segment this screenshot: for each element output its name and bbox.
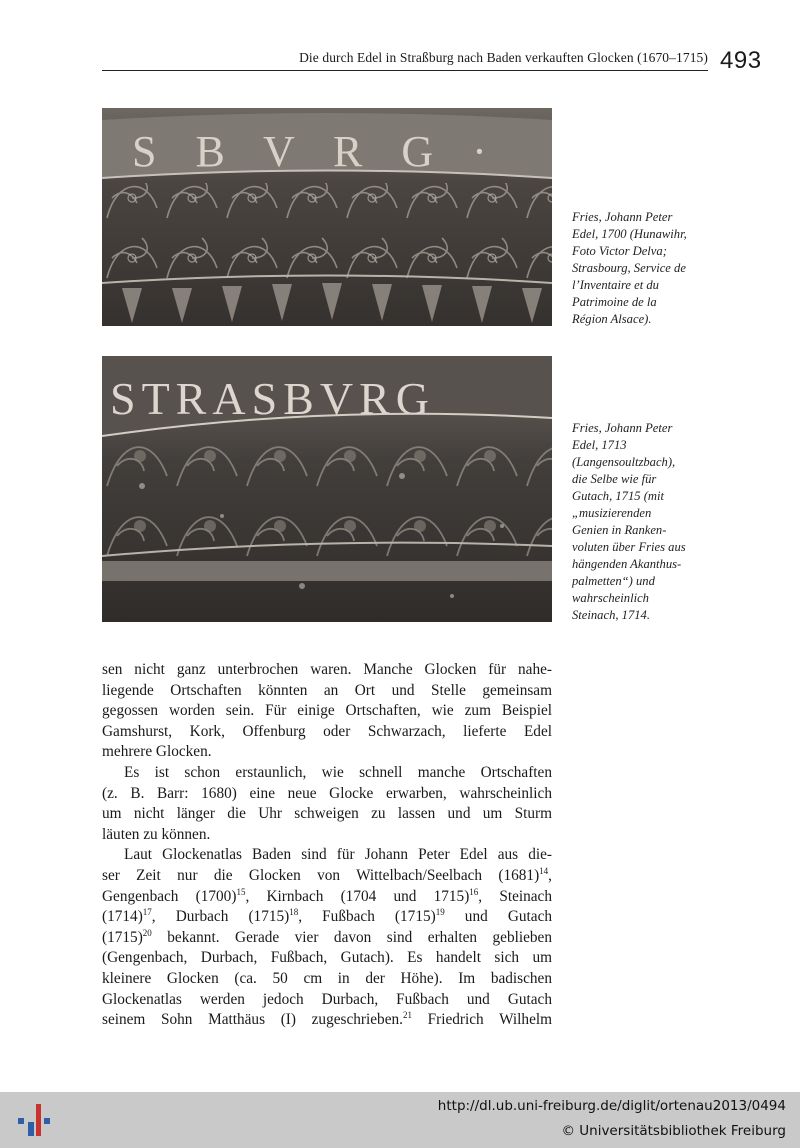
logo-block	[18, 1118, 24, 1124]
text-run: und Gutach	[444, 908, 553, 926]
copyright-notice: © Universitätsbibliothek Freiburg	[561, 1123, 786, 1139]
footnote-ref[interactable]: 19	[435, 907, 445, 918]
text-line: kleinere Glocken (ca. 50 cm in der Höhe). Im badischen	[102, 969, 552, 987]
caption-line: Région Alsace).	[572, 312, 652, 326]
footnote-ref[interactable]: 18	[289, 907, 299, 918]
library-logo-icon	[14, 1100, 54, 1140]
caption-line: Patrimoine de la	[572, 295, 657, 309]
paragraph	[102, 763, 552, 845]
caption-line: wahrscheinlich	[572, 591, 649, 605]
text-run: Gengenbach (1700)	[102, 887, 237, 905]
caption-line: Fries, Johann Peter	[572, 421, 673, 435]
text-line: sen nicht ganz unterbrochen waren. Manche Glocken für nahe-	[102, 661, 552, 678]
caption-line: voluten über Fries aus	[572, 540, 686, 554]
text-line: liegende Ortschaften könnten an Ort und Stelle gemeinsam	[102, 681, 552, 699]
running-title: Die durch Edel in Straßburg nach Baden verkauften Glocken (1670–1715)	[299, 50, 708, 65]
text-run: seinem Sohn Matthäus (I) zugeschrieben.	[102, 1011, 403, 1029]
caption-line: Foto Victor Delva;	[572, 244, 667, 258]
text-run: , Fußbach (1715)	[298, 908, 436, 926]
text-run: ser Zeit nur die Glocken von Wittelbach/Seelbach (1681)	[102, 866, 540, 884]
text-line: läuten zu können.	[102, 825, 211, 843]
caption-line: palmetten“) und	[572, 574, 655, 588]
caption-line: l’Inventaire et du	[572, 278, 659, 292]
caption-line: Edel, 1713	[572, 438, 627, 452]
text-line: Es ist schon erstaunlich, wie schnell manche Ortschaften	[124, 763, 552, 781]
text-line: mehrere Glocken.	[102, 743, 212, 761]
source-url-link[interactable]: http://dl.ub.uni-freiburg.de/diglit/ortenau2013/0494	[437, 1098, 786, 1114]
bell-inscription: S B V R G ·	[132, 127, 501, 176]
caption-line: Steinach, 1714.	[572, 608, 650, 622]
caption-line: Strasbourg, Service de	[572, 261, 686, 275]
text-line	[102, 866, 552, 887]
footnote-ref[interactable]: 20	[142, 927, 152, 938]
bell-inscription: STRASBVRG	[110, 373, 435, 424]
page-number: 493	[720, 47, 762, 74]
text-line: um nicht länger die Uhr schweigen zu lassen und um Sturm	[102, 805, 552, 823]
caption-line: (Langensoultzbach),	[572, 455, 676, 469]
text-line	[102, 907, 552, 928]
text-run: bekannt. Gerade vier davon sind erhalten geblieben	[151, 928, 552, 946]
text-run: , Steinach	[478, 887, 552, 905]
bell-frieze-photo-1700	[102, 108, 552, 326]
text-run: , Kirnbach (1704 und 1715)	[245, 887, 470, 905]
footnote-ref[interactable]: 17	[142, 907, 152, 918]
figure-caption-2	[572, 420, 722, 624]
text-line	[102, 1010, 552, 1031]
logo-block	[36, 1104, 41, 1136]
figure-caption-1	[572, 209, 722, 328]
caption-line: Genien in Ranken-	[572, 523, 667, 537]
text-run: , Durbach (1715)	[151, 908, 290, 926]
paragraph	[102, 660, 552, 763]
header-rule	[102, 70, 708, 71]
text-run: (1715)	[102, 928, 143, 946]
footnote-ref[interactable]: 15	[236, 886, 246, 897]
body-text	[102, 660, 552, 1031]
text-line: (Gengenbach, Durbach, Fußbach, Gutach). Es handelt sich um	[102, 949, 552, 967]
text-line	[102, 928, 552, 949]
caption-line: „musizierenden	[572, 506, 652, 520]
text-line: Glockenatlas werden jedoch Durbach, Fußbach und Gutach	[102, 990, 552, 1008]
bell-frieze-photo-1713	[102, 356, 552, 622]
text-line: Gamshurst, Kork, Offenburg oder Schwarzach, lieferte Edel	[102, 722, 552, 740]
footnote-ref[interactable]: 16	[469, 886, 479, 897]
caption-line: hängenden Akanthus-	[572, 557, 682, 571]
text-line: (z. B. Barr: 1680) eine neue Glocke erwarben, wahrscheinlich	[102, 784, 552, 802]
logo-block	[28, 1122, 34, 1136]
caption-line: Fries, Johann Peter	[572, 210, 673, 224]
text-run: ,	[548, 866, 552, 884]
footer-bar	[0, 1092, 800, 1148]
footnote-ref[interactable]: 21	[402, 1010, 412, 1020]
text-run: (1714)	[102, 908, 143, 926]
caption-line: Gutach, 1715 (mit	[572, 489, 664, 503]
paragraph	[102, 845, 552, 1030]
footnote-ref[interactable]: 14	[539, 865, 549, 876]
text-line: gegossen worden sein. Für einige Ortschaften, wie zum Beispiel	[102, 702, 552, 720]
caption-line: Edel, 1700 (Hunawihr,	[572, 227, 687, 241]
text-line: Laut Glockenatlas Baden sind für Johann Peter Edel aus die-	[124, 846, 552, 864]
text-line	[102, 887, 552, 908]
logo-block	[44, 1118, 50, 1124]
caption-line: die Selbe wie für	[572, 472, 657, 486]
text-run: Friedrich Wilhelm	[411, 1011, 553, 1029]
